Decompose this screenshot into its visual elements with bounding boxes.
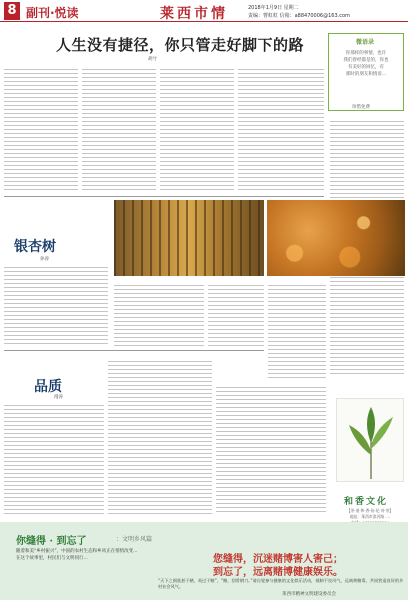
brand-info: 【茶·道·和·香·仙·花·诗·茶】 地址：莱西市滨河路 .... (346, 508, 394, 519)
editor-line: 责编：曹虹虹 信箱：a88470006@163.com (248, 13, 350, 19)
article2-text-col4 (268, 282, 326, 380)
slogan-line-1: 您缝得，沉迷赌博害人害己； (213, 554, 343, 565)
bottom-column-sub: ：文明乡风篇 (116, 536, 153, 543)
paper-name: 莱西市情 (160, 6, 228, 22)
weixin-lines: 你那样的事情，也许 我们曾经都是的，你也 有美好的回忆，有 那时的朋友和情谊... (343, 51, 389, 77)
article3-author: 漫涛 (54, 395, 63, 400)
plant-image (336, 398, 404, 482)
ginkgo-leaves-photo (267, 200, 405, 276)
article1-text-col4 (238, 66, 324, 192)
divider (4, 196, 324, 197)
article1-text-col1 (4, 66, 78, 192)
article2-text-col3 (208, 282, 264, 346)
article2-text-col1 (4, 264, 108, 346)
weixin-title: 微语录 (356, 39, 375, 46)
article3-text-col3 (216, 384, 326, 514)
weixin-foot: 珍惜免费 (352, 105, 370, 110)
article3-text-col2 (108, 358, 212, 514)
slogan-small: “天下之祸莫甚于赌，英过于赌”，“赌，刮骨钢刀。”请自觉参与健康的文化娱乐活动，抵制不良风气，远离黄赌毒，共同营造良好的乡村社会风气。 (158, 578, 404, 589)
article2-text-col2 (114, 282, 204, 346)
article2-headline: 银杏树 (14, 239, 56, 255)
brand-name: 和香文化 (344, 497, 389, 507)
article3-headline: 品质 (34, 379, 62, 395)
article1-text-col3 (160, 66, 234, 192)
date-line: 2018年1月9日 星期二 (248, 5, 299, 11)
footer-org: 莱西市精神文明建设委员会 (282, 592, 336, 597)
slogan-line-2: 到忘了，远离赌博健康娱乐。 (213, 567, 343, 578)
divider (4, 350, 264, 351)
article1-headline: 人生没有捷径，你只管走好脚下的路 (55, 36, 304, 54)
bottom-column-title: 你缝得 · 到忘了 (16, 536, 87, 547)
article1-text-col2 (82, 66, 156, 192)
article1-author: 胡兮 (148, 57, 157, 62)
article2-author: 孙涛 (40, 257, 49, 262)
forest-photo (114, 200, 264, 276)
page-number: 8 (4, 2, 20, 20)
bottom-text: 随着和美“乡村振兴”，中国的农村生态和乡风正在悄悄改变... 在这个故事里，村民们与文明同行... (16, 549, 138, 561)
masthead (0, 0, 408, 22)
section-name: 副刊·悦读 (26, 6, 79, 20)
article3-text-col1 (4, 402, 104, 514)
